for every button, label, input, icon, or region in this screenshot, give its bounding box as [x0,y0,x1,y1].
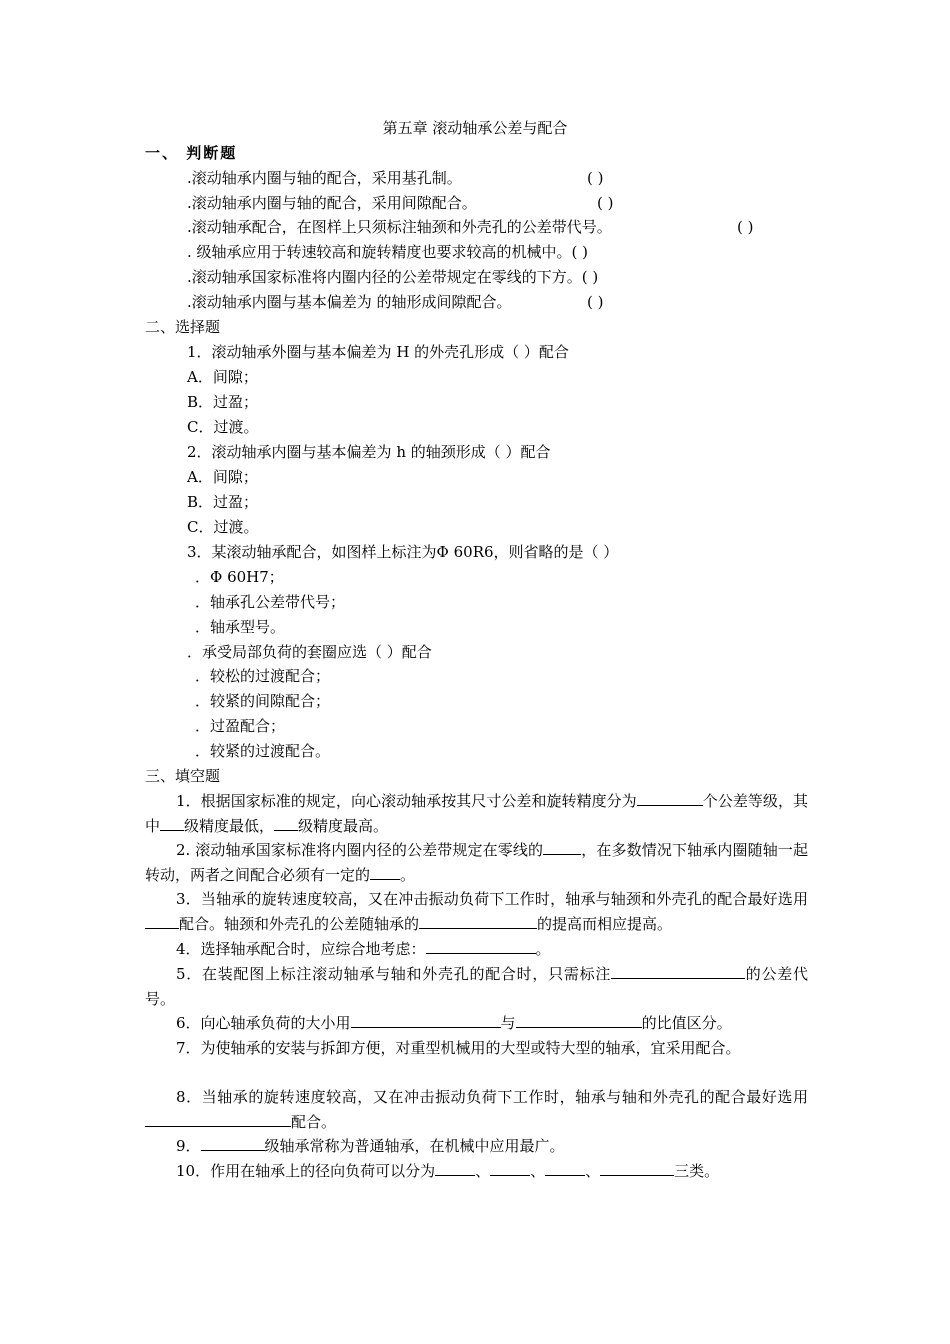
blank[interactable] [426,939,536,954]
tf-item-5: .滚动轴承国家标准将内圈内径的公差带规定在零线的下方。( ) [187,268,599,286]
blank[interactable] [160,816,184,831]
section-heading-fill-blank: 三、填空题 [145,767,221,785]
blank[interactable] [611,964,745,979]
fill-q3: 3．当轴承的旋转速度较高，又在冲击振动负荷下工作时，轴承与轴颈和外壳孔的配合最好选用配合。轴颈和外壳孔的公差随轴承的 的提高而相应提高。 [145,887,808,937]
fill-q4: 4．选择轴承配合时，应综合地考虑： 。 [176,940,551,958]
tf-item-6: .滚动轴承内圈与基本偏差为 的轴形成间隙配合。 ( ) [187,293,604,311]
fill-q6: 6．向心轴承负荷的大小用 与 的比值区分。 [176,1014,732,1032]
choice-q3-option-b: ．轴承孔公差带代号； [195,593,346,611]
blank[interactable] [516,1013,642,1028]
choice-q2: 2．滚动轴承内圈与基本偏差为 h 的轴颈形成（ ）配合 [187,443,551,461]
fill-q5: 5．在装配图上标注滚动轴承与轴和外壳孔的配合时，只需标注 的公差代号。 [145,965,808,1008]
choice-q3: 3．某滚动轴承配合，如图样上标注为Φ 60R6，则省略的是（ ） [187,543,619,561]
choice-q1-option-b: B．过盈； [187,393,259,411]
tf-item-3: .滚动轴承配合，在图样上只须标注轴颈和外壳孔的公差带代号。 ( ) [187,218,754,236]
blank[interactable] [419,914,537,929]
blank[interactable] [490,1161,530,1176]
fill-q10: 10．作用在轴承上的径向负荷可以分为 、 、 、 三类。 [176,1162,720,1180]
chapter-title: 第五章 滚动轴承公差与配合 [382,119,568,137]
choice-q1: 1．滚动轴承外圈与基本偏差为 H 的外壳孔形成（ ）配合 [187,343,569,361]
choice-q3-option-a: ．Φ 60H7； [195,568,284,586]
choice-q4-option-c: ．过盈配合； [195,717,286,735]
choice-q4-option-b: ．较紧的间隙配合； [195,692,331,710]
blank[interactable] [351,1013,501,1028]
choice-q2-option-b: B．过盈； [187,493,259,511]
choice-q4-option-a: ．较松的过渡配合； [195,667,331,685]
choice-q4: ．承受局部负荷的套圈应选（ ）配合 [187,643,432,661]
choice-q2-option-a: A．间隙； [187,468,258,486]
tf-item-4: . 级轴承应用于转速较高和旋转精度也要求较高的机械中。( ) [187,243,589,261]
choice-q3-option-c: ．轴承型号。 [195,618,286,636]
fill-q7: 7．为使轴承的安装与拆卸方便，对重型机械用的大型或特大型的轴承，宜采用配合。 [176,1039,741,1057]
choice-q1-option-a: A．间隙； [187,368,258,386]
fill-q9: 9． 级轴承常称为普通轴承，在机械中应用最广。 [176,1137,565,1155]
fill-q2: 2. 滚动轴承国家标准将内圈内径的公差带规定在零线的 ，在多数情况下轴承内圈随轴一起转动，两者之间配合必须有一定的 。 [145,841,808,884]
choice-q4-option-d: ．较紧的过渡配合。 [195,742,331,760]
blank[interactable] [370,865,400,880]
blank[interactable] [637,791,703,806]
blank[interactable] [145,914,179,929]
tf-item-2: .滚动轴承内圈与轴的配合，采用间隙配合。 ( ) [187,194,614,212]
section-heading-choice: 二、选择题 [145,318,221,336]
blank[interactable] [274,816,298,831]
blank[interactable] [600,1161,674,1176]
blank[interactable] [145,1112,291,1127]
blank[interactable] [435,1161,475,1176]
blank[interactable] [201,1136,265,1151]
tf-item-1: .滚动轴承内圈与轴的配合，采用基孔制。 ( ) [187,169,604,187]
blank[interactable] [543,840,581,855]
fill-q8: 8．当轴承的旋转速度较高，又在冲击振动负荷下工作时，轴承与轴和外壳孔的配合最好选用配合。 [145,1085,808,1135]
fill-q1: 1．根据国家标准的规定，向心滚动轴承按其尺寸公差和旋转精度分为 个公差等级，其中 级精度最低， 级精度最高。 [145,792,808,835]
choice-q1-option-c: C．过渡。 [187,418,259,436]
section-heading-true-false: 一、 判断题 [145,144,238,162]
choice-q2-option-c: C．过渡。 [187,518,259,536]
blank[interactable] [545,1161,585,1176]
